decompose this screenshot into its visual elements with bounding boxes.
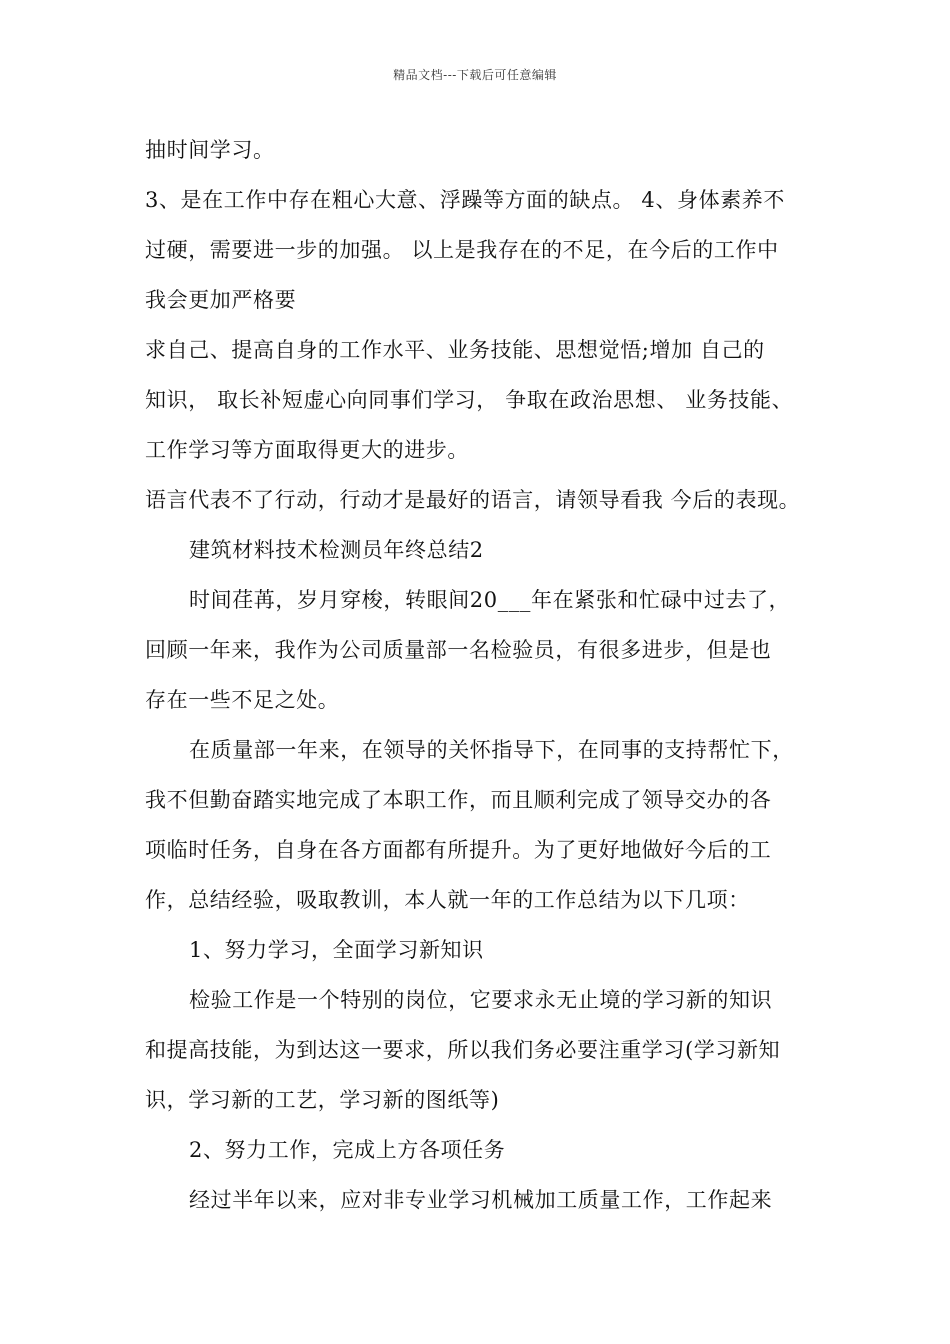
page-header: 精品文档---下载后可任意编辑 [393, 68, 557, 82]
text-line: 抽时间学习。 [145, 138, 275, 162]
text-line: 回顾一年来，我作为公司质量部一名检验员，有很多进步，但是也 [145, 638, 772, 662]
text-line: 经过半年以来，应对非专业学习机械加工质量工作，工作起来 [189, 1188, 773, 1212]
section-title: 建筑材料技术检测员年终总结2 [189, 538, 484, 562]
text-line: 识，学习新的工艺，学习新的图纸等) [145, 1088, 500, 1112]
text-line: 作，总结经验，吸取教训，本人就一年的工作总结为以下几项： [145, 888, 750, 912]
text-line: 和提高技能，为到达这一要求，所以我们务必要注重学习(学习新知 [145, 1038, 781, 1062]
subheading: 2、努力工作，完成上方各项任务 [189, 1138, 506, 1162]
subheading: 1、努力学习，全面学习新知识 [189, 938, 484, 962]
text-line: 在质量部一年来，在领导的关怀指导下，在同事的支持帮忙下， [189, 738, 794, 762]
text-line: 时间荏苒，岁月穿梭，转眼间20___年在紧张和忙碌中过去了， [189, 588, 791, 612]
text-line: 工作学习等方面取得更大的进步。 [145, 438, 469, 462]
text-line: 检验工作是一个特别的岗位，它要求永无止境的学习新的知识 [189, 988, 773, 1012]
text-line: 项临时任务，自身在各方面都有所提升。为了更好地做好今后的工 [145, 838, 772, 862]
text-line: 我不但勤奋踏实地完成了本职工作，而且顺利完成了领导交办的各 [145, 788, 772, 812]
text-line: 3、是在工作中存在粗心大意、浮躁等方面的缺点。 4、身体素养不 [145, 188, 785, 212]
text-line: 过硬，需要进一步的加强。 以上是我存在的不足，在今后的工作中 [145, 238, 779, 262]
text-line: 语言代表不了行动，行动才是最好的语言，请领导看我 今后的表现。 [145, 488, 801, 512]
text-line: 存在一些不足之处。 [145, 688, 340, 712]
text-line: 知识， 取长补短虚心向同事们学习， 争取在政治思想、 业务技能、 [145, 388, 794, 412]
text-line: 我会更加严格要 [145, 288, 297, 312]
text-line: 求自己、提高自身的工作水平、业务技能、思想觉悟;增加 自己的 [145, 338, 765, 362]
